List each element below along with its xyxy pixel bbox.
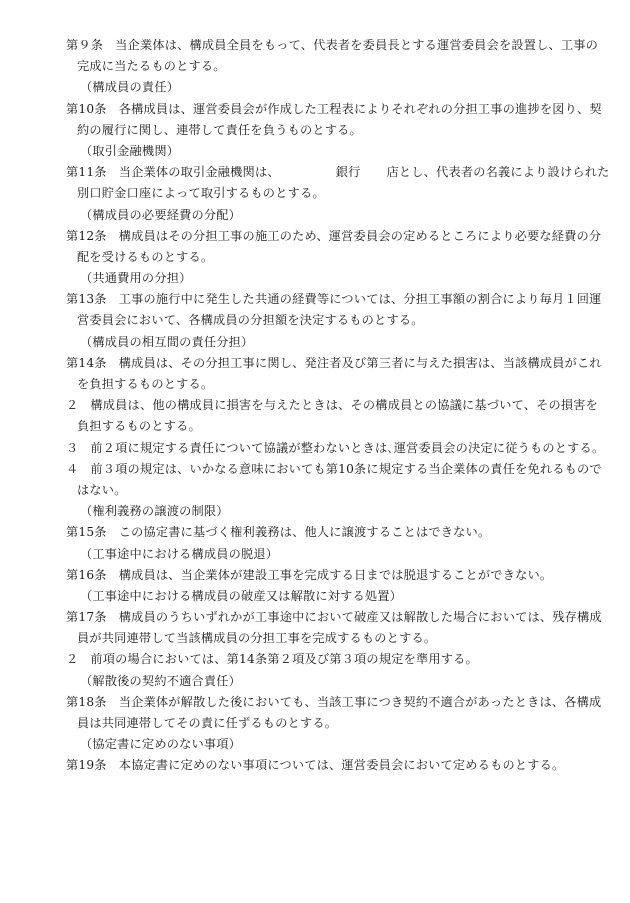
article-text: 営委員会において、各構成員の分担額を決定するものとする。 — [77, 313, 424, 328]
caption-withdrawal: （工事途中における構成員の脱退） — [80, 546, 279, 561]
article-text: 当企業体が解散した後においても、当該工事につき契約不適合があったときは、各構成 — [118, 694, 602, 709]
article-number: 第９条 — [66, 38, 104, 52]
paragraph-number: ３ — [66, 440, 79, 455]
article-text: を負担するものとする。 — [77, 377, 214, 391]
article-14-para-4-line-1 — [66, 459, 602, 480]
caption-assignment-restriction: （権利義務の譲渡の制限） — [80, 504, 229, 519]
article-11-line-1 — [66, 162, 610, 183]
article-19-line-1 — [66, 755, 578, 776]
article-number: 第14条 — [66, 355, 107, 370]
article-13-line-2 — [66, 310, 578, 331]
document-body — [66, 35, 610, 777]
article-text: 完成に当たるものとする。 — [77, 59, 226, 74]
article-text: はない。 — [77, 482, 127, 497]
article-10-line-2 — [66, 120, 578, 141]
article-14-para-4-line-2 — [66, 480, 578, 501]
article-text: 員は共同連帯してその責に任ずるものとする。 — [77, 716, 338, 730]
article-text: 構成員のうちいずれかが工事途中において破産又は解散した場合においては、残存構成 — [118, 610, 602, 625]
article-number: 第15条 — [66, 525, 107, 540]
caption-post-dissolution: （解散後の契約不適合責任） — [80, 673, 242, 688]
article-14-para-3-line-1 — [66, 438, 605, 459]
article-text-bank: 銀行 — [335, 165, 361, 180]
article-15-line-1 — [66, 522, 578, 543]
article-12-line-2 — [66, 247, 578, 268]
article-text: 前項の場合においては、第14条第２項及び第３項の規定を準用する。 — [90, 652, 478, 667]
article-text: 各構成員は、運営委員会が作成した工程表によりそれぞれの分担工事の進捗を図り、契 — [118, 101, 602, 116]
caption-responsibility: （構成員の責任） — [80, 80, 180, 95]
caption-bankruptcy: （工事途中における構成員の破産又は解散に対する処置） — [80, 588, 403, 603]
caption-expense-distribution: （構成員の必要経費の分配） — [80, 207, 242, 222]
article-number: 第13条 — [66, 292, 107, 307]
article-text: 負担するものとする。 — [77, 419, 201, 434]
article-text: 前３項の規定は、いかなる意味においても第10条に規定する当企業体の責任を免れるもので — [90, 461, 602, 476]
article-17-line-1 — [66, 607, 602, 628]
article-14-para-2-line-1 — [66, 395, 599, 416]
paragraph-number: ２ — [66, 398, 79, 413]
article-14-line-1 — [66, 353, 602, 374]
article-9-line-2 — [66, 56, 578, 77]
article-number: 第12条 — [66, 228, 107, 243]
article-text: 構成員は、その分担工事に関し、発注者及び第三者に与えた損害は、当該構成員がこれ — [118, 355, 602, 370]
article-text: 別口貯金口座によって取引するものとする。 — [77, 186, 325, 201]
article-17-line-2 — [66, 628, 578, 649]
article-17-para-2-line-1 — [66, 649, 578, 670]
article-14-para-2-line-2 — [66, 416, 578, 437]
article-10-line-1 — [66, 99, 602, 120]
article-text: 当企業体の取引金融機関は、 — [118, 165, 280, 180]
article-text: 構成員は、当企業体が建設工事を完成する日までは脱退することができない。 — [118, 567, 553, 582]
caption-undefined-matters: （協定書に定めのない事項） — [80, 737, 242, 752]
article-11-line-2 — [66, 183, 578, 204]
article-text: 当企業体は、構成員全員をもって、代表者を委員長とする運営委員会を設置し、工事の — [115, 38, 599, 52]
article-13-line-1 — [66, 289, 602, 310]
article-text: 工事の施行中に発生した共通の経費等については、分担工事額の割合により毎月１回運 — [118, 292, 602, 307]
article-text: 構成員は、他の構成員に損害を与えたときは、その構成員との協議に基づいて、その損害を — [90, 398, 599, 413]
article-text: 約の履行に関し、連帯して責任を負うものとする。 — [77, 122, 362, 137]
article-18-line-1 — [66, 692, 602, 713]
caption-mutual-responsibility: （構成員の相互間の責任分担） — [80, 334, 254, 349]
article-number: 第11条 — [66, 165, 107, 180]
article-text: 員が共同連帯して当該構成員の分担工事を完成するものとする。 — [77, 631, 437, 646]
article-14-line-2 — [66, 374, 578, 395]
article-text: 前２項に規定する責任について協議が整わないときは､運営委員会の決定に従うものとする。 — [90, 440, 605, 455]
article-9-line-1 — [66, 35, 599, 56]
article-number: 第10条 — [66, 101, 107, 116]
article-text: 本協定書に定めのない事項については、運営委員会において定めるものとする。 — [118, 758, 565, 773]
paragraph-number: ４ — [66, 461, 79, 476]
article-text: 店とし、代表者の名義により設けられた — [386, 165, 610, 180]
article-text: 構成員はその分担工事の施工のため、運営委員会の定めるところにより必要な経費の分 — [118, 228, 602, 243]
article-18-line-2 — [66, 713, 578, 734]
article-number: 第17条 — [66, 610, 107, 625]
article-number: 第19条 — [66, 758, 107, 773]
article-text: この協定書に基づく権利義務は、他人に譲渡することはできない。 — [118, 525, 491, 540]
article-12-line-1 — [66, 226, 602, 247]
article-number: 第16条 — [66, 567, 107, 582]
article-16-line-1 — [66, 565, 578, 586]
paragraph-number: ２ — [66, 652, 79, 667]
caption-bank: （取引金融機関） — [80, 143, 180, 158]
article-number: 第18条 — [66, 694, 107, 709]
caption-common-cost: （共通費用の分担） — [80, 271, 192, 286]
article-text: 配を受けるものとする。 — [77, 249, 214, 264]
